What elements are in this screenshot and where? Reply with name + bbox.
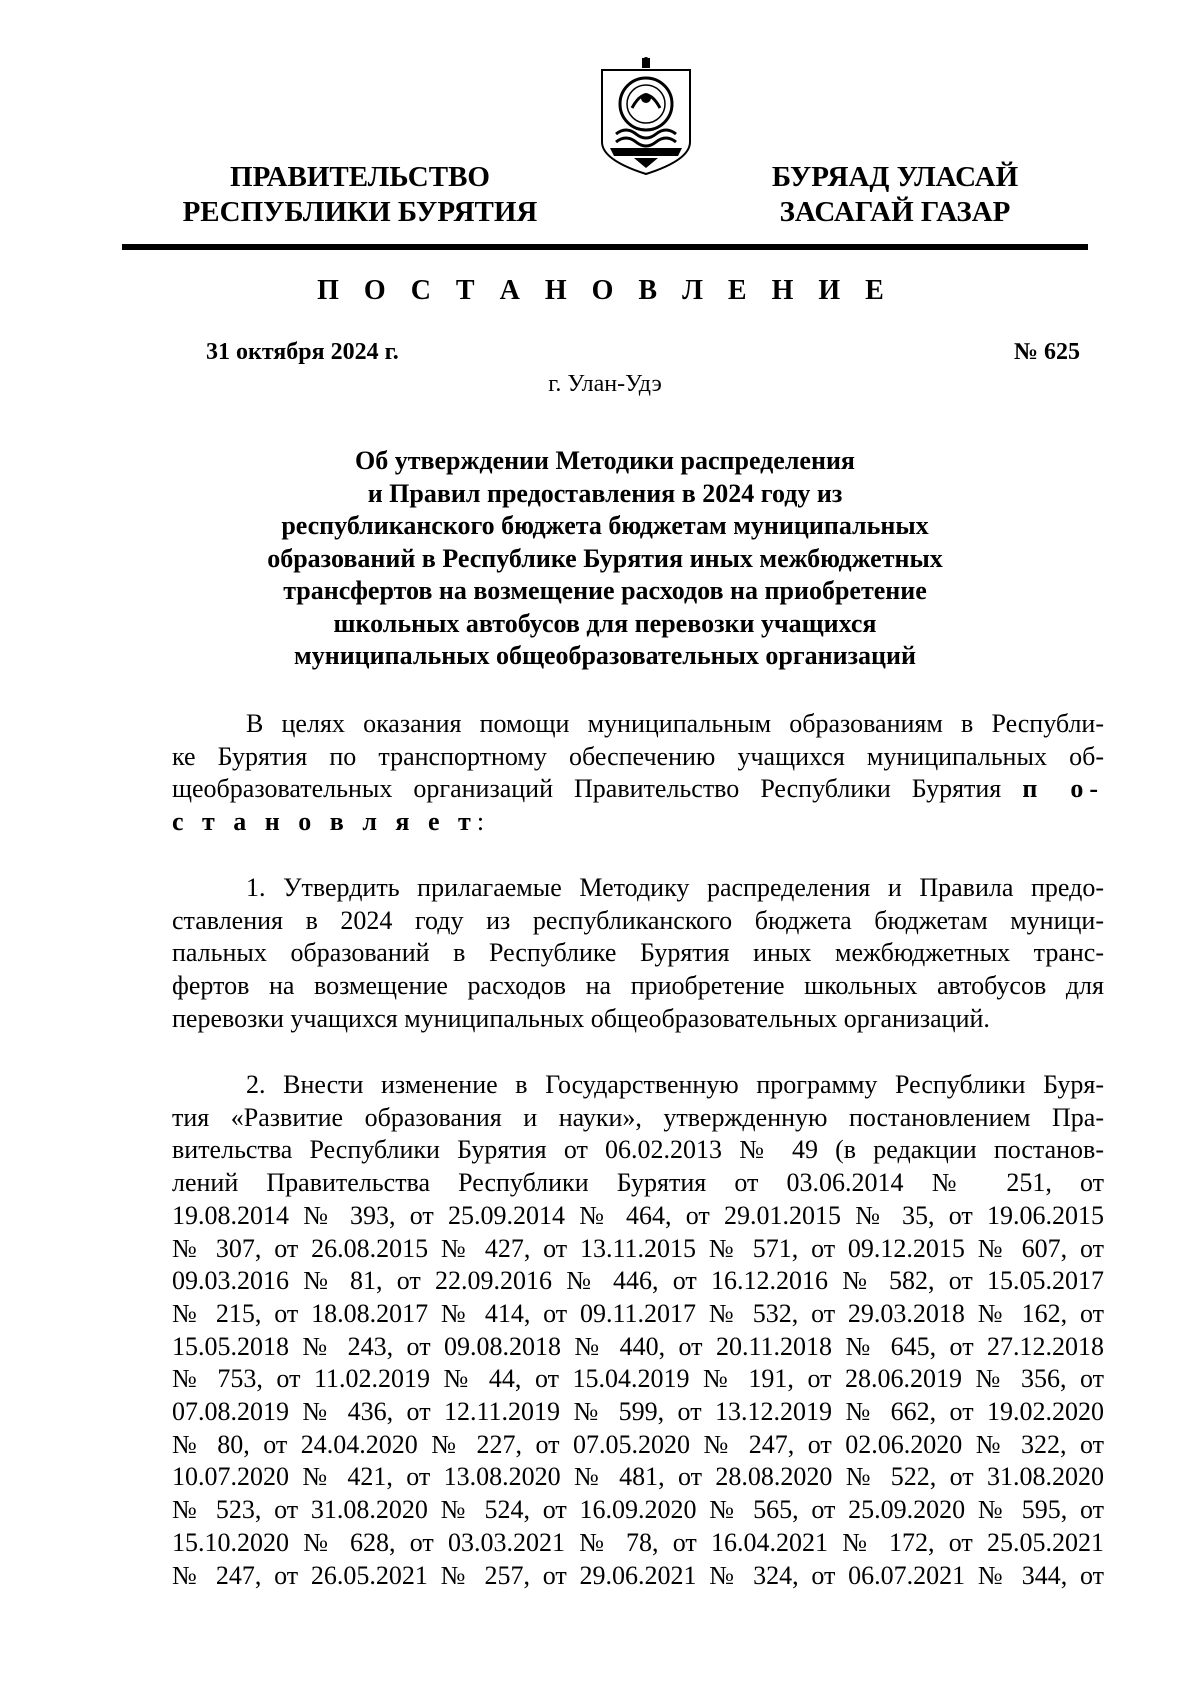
- authority-name-ru-line1: ПРАВИТЕЛЬСТВО: [230, 161, 490, 193]
- document-type: П О С Т А Н О В Л Е Н И Е: [317, 275, 893, 306]
- document-city: г. Улан-Удэ: [548, 371, 662, 397]
- text-line: № 523, от 31.08.2020 № 524, от 16.09.2020 № 565, от 25.09.2020 № 595, от: [172, 1495, 1104, 1525]
- text-line: вительства Республики Бурятия от 06.02.2013 № 49 (в редакции постанов-: [172, 1135, 1104, 1165]
- document-date: 31 октября 2024 г.: [206, 339, 399, 365]
- document-title-line: муниципальных общеобразовательных организаций: [294, 641, 916, 670]
- document-title: [172, 445, 1038, 673]
- paragraph-1: [172, 872, 1104, 1036]
- document-title-line: образований в Республике Бурятия иных межбюджетных: [267, 543, 943, 573]
- authority-name-bua: [745, 160, 1045, 230]
- text-line: перевозки учащихся муниципальных общеобразовательных организаций.: [172, 1003, 990, 1033]
- text-line: [172, 773, 1104, 806]
- document-title-line: Об утверждении Методики распределения: [354, 446, 856, 475]
- document-number: № 625: [1013, 339, 1080, 365]
- text-line: 15.05.2018 № 243, от 09.08.2018 № 440, от 20.11.2018 № 645, от 27.12.2018: [172, 1331, 1104, 1361]
- text-line: 07.08.2019 № 436, от 12.11.2019 № 599, от 13.12.2019 № 662, от 19.02.2020: [172, 1397, 1104, 1427]
- text-line: [172, 806, 1104, 839]
- text-line: тия «Развитие образования и науки», утвержденную постановлением Пра-: [172, 1102, 1104, 1132]
- document-title-line: и Правил предоставления в 2024 году из: [367, 478, 843, 508]
- text-line: № 307, от 26.08.2015 № 427, от 13.11.2015 № 571, от 09.12.2015 № 607, от: [172, 1233, 1104, 1263]
- text-line: фертов на возмещение расходов на приобретение школьных автобусов для: [172, 971, 1104, 1001]
- document-title-line: школьных автобусов для перевозки учащихся: [333, 608, 877, 638]
- text-line: № 80, от 24.04.2020 № 227, от 07.05.2020 № 247, от 02.06.2020 № 322, от: [172, 1429, 1104, 1459]
- text-line: № 215, от 18.08.2017 № 414, от 09.11.2017 № 532, от 29.03.2018 № 162, от: [172, 1298, 1104, 1328]
- coat-of-arms-icon: [598, 56, 694, 178]
- authority-name-ru: [180, 160, 540, 230]
- header-divider: [122, 244, 1088, 250]
- document-title-line: республиканского бюджета бюджетам муниципальных: [281, 511, 929, 540]
- text-line: пальных образований в Республике Бурятия иных межбюджетных транс-: [172, 938, 1104, 968]
- document-title-line: трансфертов на возмещение расходов на приобретение: [283, 576, 927, 605]
- preamble-paragraph: [172, 708, 1104, 839]
- text-line: 19.08.2014 № 393, от 25.09.2014 № 464, от 29.01.2015 № 35, от 19.06.2015: [172, 1200, 1104, 1230]
- authority-name-bua-line1: БУРЯАД УЛАСАЙ: [771, 161, 1019, 193]
- emphasis-text: с т а н о в л я е т: [172, 807, 477, 837]
- text-line: ке Бурятия по транспортному обеспечению учащихся муниципальных об-: [172, 741, 1104, 771]
- text-line: 15.10.2020 № 628, от 03.03.2021 № 78, от 16.04.2021 № 172, от 25.05.2021: [172, 1527, 1104, 1557]
- text-line-part: :: [476, 807, 485, 837]
- paragraph-2: [172, 1069, 1104, 1592]
- text-line: лений Правительства Республики Бурятия от 03.06.2014 № 251, от: [172, 1168, 1104, 1198]
- text-line: № 753, от 11.02.2019 № 44, от 15.04.2019 № 191, от 28.06.2019 № 356, от: [172, 1364, 1104, 1394]
- text-line: ставления в 2024 году из республиканского бюджета бюджетам муници-: [172, 905, 1104, 935]
- text-line: 10.07.2020 № 421, от 13.08.2020 № 481, от 28.08.2020 № 522, от 31.08.2020: [172, 1462, 1104, 1492]
- text-line: 2. Внести изменение в Государственную программу Республики Буря-: [246, 1070, 1104, 1099]
- text-line: 1. Утвердить прилагаемые Методику распределения и Правила предо-: [246, 873, 1104, 902]
- authority-name-ru-line2: РЕСПУБЛИКИ БУРЯТИЯ: [182, 196, 538, 228]
- text-line: 09.03.2016 № 81, от 22.09.2016 № 446, от 16.12.2016 № 582, от 15.05.2017: [172, 1266, 1104, 1296]
- emphasis-text: п о-: [1022, 774, 1105, 804]
- text-line-part: щеобразовательных организаций Правительство Республики Бурятия: [172, 774, 1002, 804]
- text-line: № 247, от 26.05.2021 № 257, от 29.06.2021 № 324, от 06.07.2021 № 344, от: [172, 1560, 1104, 1590]
- text-line: В целях оказания помощи муниципальным образованиям в Республи-: [246, 709, 1104, 738]
- authority-name-bua-line2: ЗАСАГАЙ ГАЗАР: [779, 196, 1011, 228]
